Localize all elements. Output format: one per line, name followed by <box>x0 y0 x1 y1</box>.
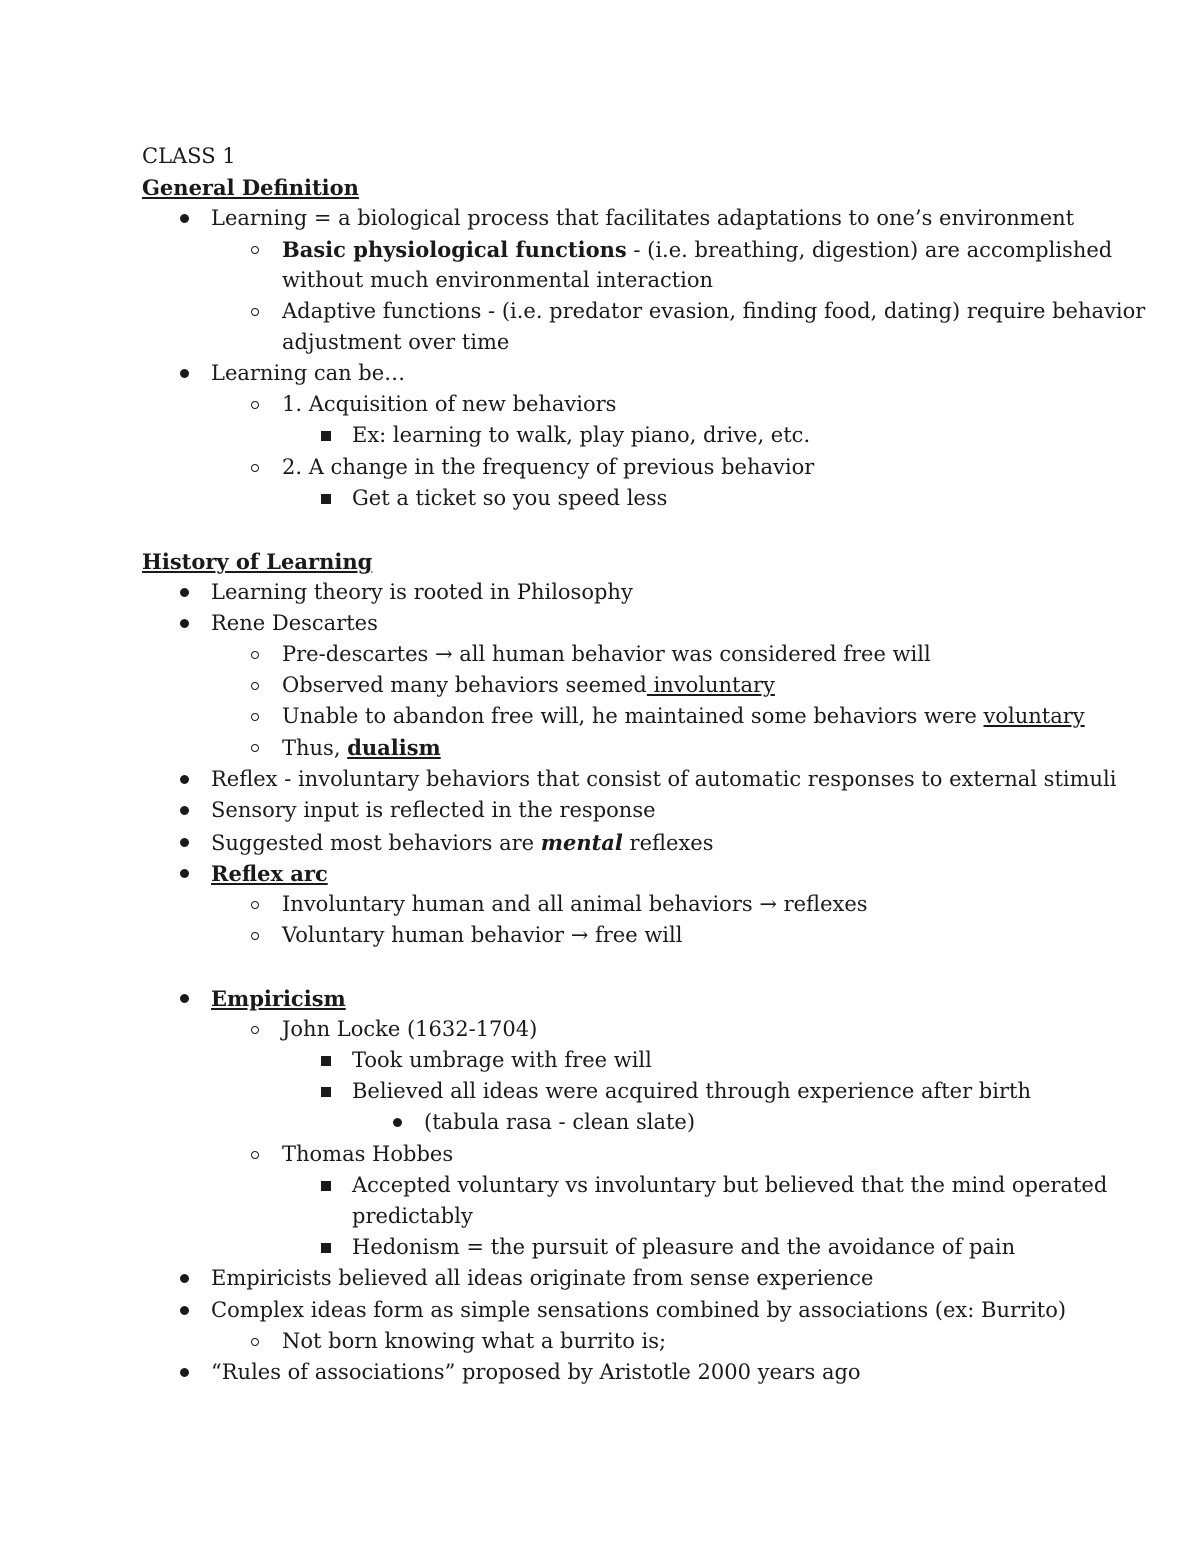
list-item-text: adjustment over time <box>282 330 510 354</box>
text-run: Thus, <box>282 736 348 760</box>
list-item-text: predictably <box>352 1204 473 1228</box>
text-run: reflexes <box>622 831 714 855</box>
list-item <box>0 483 1200 514</box>
list-item-text: (tabula rasa - clean slate) <box>424 1110 696 1134</box>
list-item <box>0 1295 1200 1326</box>
basic-functions-desc: - (i.e. breathing, digestion) are accomplished <box>626 238 1113 262</box>
list-item <box>0 358 1200 389</box>
basic-functions-term: Basic physiological functions <box>282 237 627 262</box>
bullet-dot-icon <box>174 983 194 1014</box>
list-item-text: Reflex - involuntary behaviors that consist of automatic responses to external stimuli <box>211 767 1117 791</box>
class-title <box>0 141 1200 172</box>
bullet-square-icon <box>316 1076 336 1107</box>
bullet-circle-icon <box>245 920 265 951</box>
bullet-circle-icon <box>245 670 265 701</box>
section-heading-history <box>0 546 1200 577</box>
bullet-square-icon <box>316 1170 336 1201</box>
list-item-text: Voluntary human behavior → free will <box>282 923 683 947</box>
list-item-text: “Rules of associations” proposed by Aristotle 2000 years ago <box>211 1360 861 1384</box>
bullet-dot-icon <box>174 203 194 234</box>
list-item-continuation <box>0 1201 1200 1232</box>
list-item-text: Learning theory is rooted in Philosophy <box>211 580 633 604</box>
bullet-dot-icon <box>174 827 194 858</box>
bullet-dot-icon <box>174 795 194 826</box>
text-run: Suggested most behaviors are <box>211 831 541 855</box>
list-item-text: John Locke (1632-1704) <box>282 1017 538 1041</box>
bullet-circle-icon <box>245 639 265 670</box>
list-item <box>0 577 1200 608</box>
list-item-text: Learning = a biological process that facilitates adaptations to one’s environment <box>211 206 1075 230</box>
list-item-text <box>282 701 1085 732</box>
list-item <box>0 639 1200 670</box>
list-item <box>0 1357 1200 1388</box>
list-item <box>0 608 1200 639</box>
bullet-circle-icon <box>245 234 265 265</box>
mental-term: mental <box>540 830 623 855</box>
involuntary-term: involuntary <box>646 673 775 697</box>
list-item-text: Thomas Hobbes <box>282 1142 454 1166</box>
list-item <box>0 1076 1200 1107</box>
list-item <box>0 234 1200 265</box>
voluntary-term: voluntary <box>983 704 1085 728</box>
class-title-text: CLASS 1 <box>142 144 236 168</box>
list-item <box>0 827 1200 858</box>
bullet-circle-icon <box>245 1014 265 1045</box>
list-item <box>0 1263 1200 1294</box>
list-item-text: Learning can be… <box>211 361 406 385</box>
list-item-text: Empiricists believed all ideas originate from sense experience <box>211 1266 874 1290</box>
list-item-text <box>282 732 441 764</box>
list-item-text <box>282 234 1112 266</box>
list-item <box>0 296 1200 327</box>
list-item <box>0 795 1200 826</box>
general-definition-heading: General Definition <box>142 175 359 200</box>
bullet-circle-icon <box>245 1139 265 1170</box>
list-item-text: without much environmental interaction <box>282 268 714 292</box>
list-item <box>0 1139 1200 1170</box>
list-item <box>0 1014 1200 1045</box>
list-item-text: Took umbrage with free will <box>352 1048 652 1072</box>
list-item <box>0 420 1200 451</box>
list-item-text: Get a ticket so you speed less <box>352 486 668 510</box>
bullet-circle-icon <box>245 1326 265 1357</box>
list-item <box>0 1107 1200 1138</box>
list-item-continuation <box>0 327 1200 358</box>
dualism-term: dualism <box>347 735 441 760</box>
bullet-circle-icon <box>245 701 265 732</box>
list-item-text: Adaptive functions - (i.e. predator evasion, finding food, dating) require behavior <box>282 299 1146 323</box>
list-item-text: 1. Acquisition of new behaviors <box>282 392 617 416</box>
list-item-text: Hedonism = the pursuit of pleasure and the avoidance of pain <box>352 1235 1016 1259</box>
list-item-text: 2. A change in the frequency of previous behavior <box>282 455 815 479</box>
list-item <box>0 858 1200 889</box>
bullet-circle-icon <box>245 889 265 920</box>
list-item <box>0 889 1200 920</box>
list-item-text: Pre-descartes → all human behavior was considered free will <box>282 642 931 666</box>
bullet-dot-icon <box>174 1295 194 1326</box>
list-item <box>0 389 1200 420</box>
bullet-dot-icon <box>174 764 194 795</box>
list-item <box>0 1170 1200 1201</box>
list-item <box>0 983 1200 1014</box>
bullet-square-icon <box>316 420 336 451</box>
bullet-dot-icon <box>174 577 194 608</box>
list-item-text: Not born knowing what a burrito is; <box>282 1329 667 1353</box>
list-item <box>0 1045 1200 1076</box>
list-item-text: Rene Descartes <box>211 611 378 635</box>
bullet-dot-icon <box>174 1357 194 1388</box>
reflex-arc-term: Reflex arc <box>211 861 328 886</box>
list-item-text: Involuntary human and all animal behaviors → reflexes <box>282 892 868 916</box>
list-item-text: Accepted voluntary vs involuntary but believed that the mind operated <box>352 1173 1108 1197</box>
bullet-circle-icon <box>245 452 265 483</box>
list-item <box>0 764 1200 795</box>
bullet-square-icon <box>316 483 336 514</box>
history-heading: History of Learning <box>142 549 373 574</box>
list-item <box>0 1232 1200 1263</box>
list-item <box>0 1326 1200 1357</box>
bullet-dot-icon <box>174 858 194 889</box>
list-item <box>0 732 1200 763</box>
list-item <box>0 701 1200 732</box>
bullet-square-icon <box>316 1232 336 1263</box>
bullet-circle-icon <box>245 296 265 327</box>
list-item-text <box>282 670 775 701</box>
section-heading-general <box>0 172 1200 203</box>
bullet-square-icon <box>316 1045 336 1076</box>
bullet-circle-icon <box>245 732 265 763</box>
bullet-dot-icon <box>174 608 194 639</box>
list-item-text: Ex: learning to walk, play piano, drive, etc. <box>352 423 811 447</box>
list-item-text: Complex ideas form as simple sensations combined by associations (ex: Burrito) <box>211 1298 1067 1322</box>
list-item <box>0 670 1200 701</box>
list-item-continuation <box>0 265 1200 296</box>
list-item-text <box>211 827 714 859</box>
text-run: Unable to abandon free will, he maintained some behaviors were <box>282 704 984 728</box>
list-item-text: Believed all ideas were acquired through experience after birth <box>352 1079 1031 1103</box>
bullet-dot-icon <box>387 1107 407 1138</box>
list-item <box>0 452 1200 483</box>
bullet-circle-icon <box>245 389 265 420</box>
list-item-text: Sensory input is reflected in the response <box>211 798 656 822</box>
bullet-dot-icon <box>174 358 194 389</box>
list-item <box>0 920 1200 951</box>
text-run: Observed many behaviors seemed <box>282 673 647 697</box>
list-item <box>0 203 1200 234</box>
bullet-dot-icon <box>174 1263 194 1294</box>
empiricism-term: Empiricism <box>211 986 346 1011</box>
